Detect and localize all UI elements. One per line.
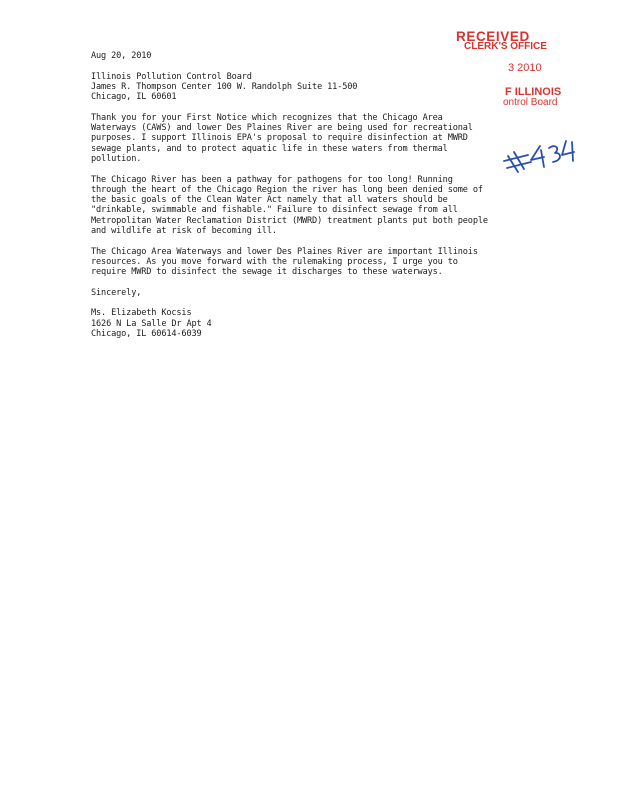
body-paragraph-3: The Chicago Area Waterways and lower Des Plaines River are important Illinois resources. As you move forward with the rulemaking process, I urge you to require MWRD to disinfect the sewage it discharges to these waterways.: [91, 246, 478, 278]
body-paragraph-1: Thank you for your First Notice which recognizes that the Chicago Area Waterways (CAWS) and lower Des Plaines River are being used for recreational purposes. I support Illinois EPA's proposal to require disinfection at MWRD sewage plants, and to protect aquatic life in these waters from thermal pollution.: [91, 112, 473, 164]
recipient-line-1: Illinois Pollution Control Board: [91, 71, 252, 82]
letter-date: Aug 20, 2010: [91, 51, 152, 61]
received-stamp-title: RECEIVED: [456, 29, 530, 44]
received-stamp-board: ontrol Board: [503, 97, 558, 108]
closing: Sincerely,: [91, 287, 142, 298]
received-stamp-state: F ILLINOIS: [505, 86, 562, 98]
received-stamp-date: 3 2010: [508, 62, 542, 74]
handwritten-number-mark: [500, 128, 580, 178]
sender-address-2: Chicago, IL 60614-6039: [91, 329, 202, 340]
sender-address-1: 1626 N La Salle Dr Apt 4: [91, 318, 212, 329]
body-paragraph-2: The Chicago River has been a pathway for pathogens for too long! Running through the heart of the Chicago Region the river has long been denied some of the basic goals of the Clean Water Act namely that all waters should be "drinkable, swimmable and fishable." Failure to disinfect sewage from all Metropolitan Water Reclamation District (MWRD) treatment plants put both people and wildlife at risk of becoming ill.: [91, 174, 488, 237]
sender-name: Ms. Elizabeth Kocsis: [91, 308, 192, 319]
received-stamp-office: CLERK'S OFFICE: [464, 41, 547, 52]
letter-body: [91, 51, 491, 339]
recipient-line-3: Chicago, IL 60601: [91, 92, 177, 103]
recipient-line-2: James R. Thompson Center 100 W. Randolph Suite 11-500: [91, 81, 358, 92]
